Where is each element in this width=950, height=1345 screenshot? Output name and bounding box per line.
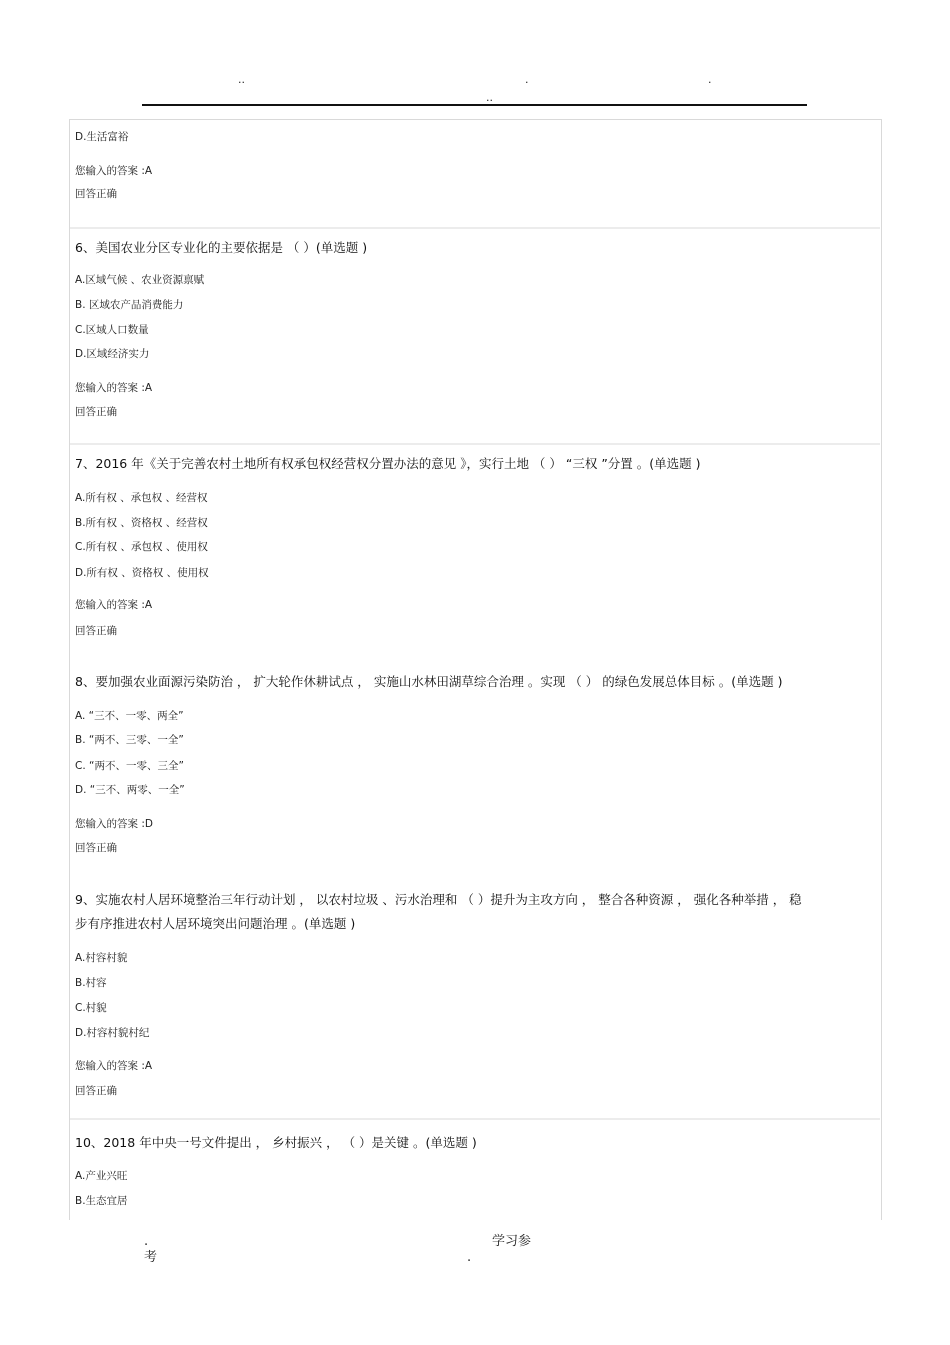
option-c: C.所有权 、承包权 、使用权 [75,541,208,553]
header-mark: .. [238,73,245,86]
footer-text-center: 学习参 [492,1234,532,1249]
question-text: 8、要加强农业面源污染防治 ， 扩大轮作休耕试点 ， 实施山水林田湖草综合治理 。实现 （ ） 的绿色发展总体目标 。(单选题 ) [75,674,783,689]
header-mark: . [525,73,529,86]
footer-text-left: 考 [144,1250,158,1265]
footer-dot-left: . [144,1234,149,1249]
option-d: D. “三不、两零、一全” [75,784,185,796]
option-a: A.区域气候 、农业资源禀赋 [75,274,205,286]
option-a: A. “三不、一零、两全” [75,710,184,722]
header-rule [142,104,807,106]
your-answer: 您输入的答案 :A [75,165,153,177]
answer-result: 回答正确 [75,1085,117,1097]
question-divider [70,227,880,229]
your-answer: 您输入的答案 :A [75,599,153,611]
header-mark: .. [486,91,493,104]
answer-result: 回答正确 [75,406,117,418]
your-answer: 您输入的答案 :A [75,1060,153,1072]
question-text: 6、美国农业分区专业化的主要依据是 （ ）(单选题 ) [75,240,368,255]
footer-dot-right: . [467,1250,472,1265]
option-b: B.生态宜居 [75,1195,128,1207]
option-b: B. 区域农产品消费能力 [75,299,184,311]
header-mark: . [708,73,712,86]
question-divider [70,1118,880,1120]
question-text: 7、2016 年《关于完善农村土地所有权承包权经营权分置办法的意见 》，实行土地 （ ） “三权 ”分置 。(单选题 ) [75,456,701,471]
question-divider [70,443,880,445]
answer-result: 回答正确 [75,842,117,854]
question-text: 9、实施农村人居环境整治三年行动计划 ， 以农村垃圾 、污水治理和 （ ）提升为主攻方向 ， 整合各种资源 ， 强化各种举措 ， 稳 [75,892,802,907]
option-d: D.村容村貌村纪 [75,1027,150,1039]
question-text-continued: 步有序推进农村人居环境突出问题治理 。(单选题 ) [75,916,356,931]
option-a: A.村容村貌 [75,952,128,964]
option-d: D.所有权 、资格权 、使用权 [75,567,209,579]
option-b: B.所有权 、资格权 、经营权 [75,517,208,529]
option-c: C. “两不、一零、三全” [75,760,184,772]
option-d: D.区域经济实力 [75,348,150,360]
answer-result: 回答正确 [75,188,117,200]
your-answer: 您输入的答案 :D [75,818,153,830]
option-a: A.产业兴旺 [75,1170,128,1182]
your-answer: 您输入的答案 :A [75,382,153,394]
option-c: C.区域人口数量 [75,324,149,336]
option-c: C.村貌 [75,1002,107,1014]
option-b: B.村容 [75,977,107,989]
option-b: B. “两不、三零、一全” [75,734,184,746]
answer-result: 回答正确 [75,625,117,637]
option-d: D.生活富裕 [75,131,129,143]
question-text: 10、2018 年中央一号文件提出 ， 乡村振兴 ， （ ）是关键 。(单选题 ) [75,1135,477,1150]
option-a: A.所有权 、承包权 、经营权 [75,492,208,504]
